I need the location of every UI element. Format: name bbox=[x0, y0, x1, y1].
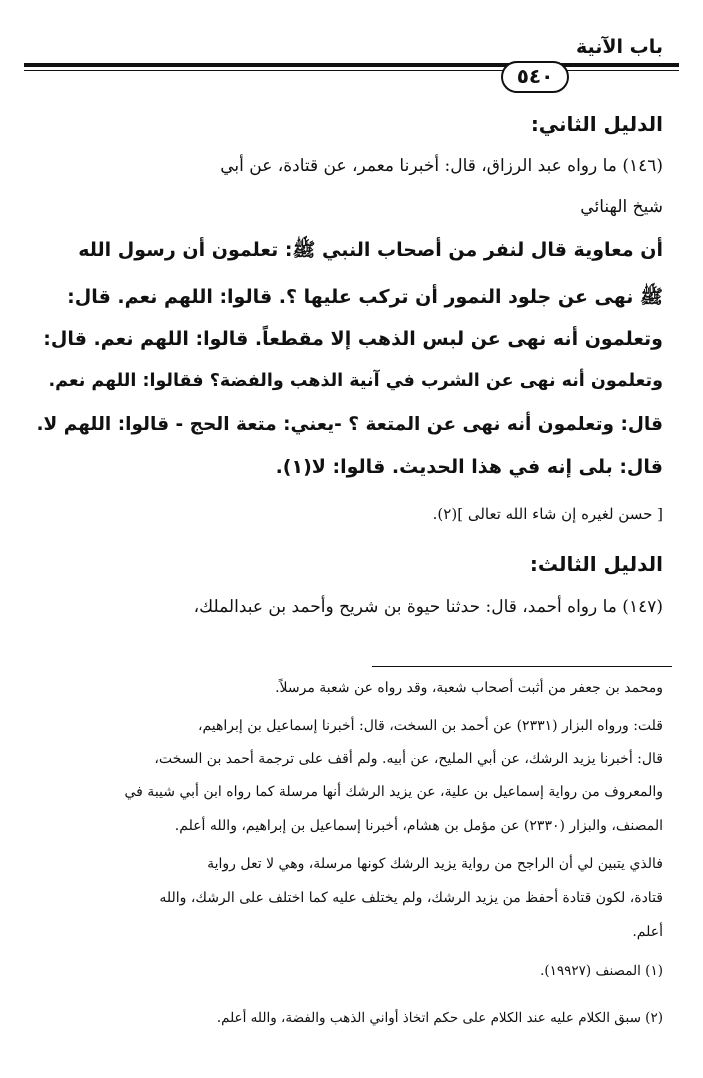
footnote-2: (٢) سبق الكلام عليه عند الكلام على حكم اتخاذ أواني الذهب والفضة، والله أعلم. bbox=[216, 1010, 663, 1026]
matn-line: ﷺ نهى عن جلود النمور أن تركب عليها ؟. قالوا: اللهم نعم. قال: bbox=[67, 286, 663, 308]
footnote-line: قتادة، لكون قتادة أحفظ من يزيد الرشك، ولم يختلف عليه كما اختلف على الرشك، والله bbox=[159, 890, 663, 906]
hadith-146-line-2: شيخ الهنائي bbox=[580, 197, 663, 217]
hadith-146-line-1: (١٤٦) ما رواه عبد الرزاق، قال: أخبرنا معمر، عن قتادة، عن أبي bbox=[220, 156, 663, 176]
footnote-line: المصنف، والبزار (٢٣٣٠) عن مؤمل بن هشام، أخبرنا إسماعيل بن إبراهيم، والله أعلم. bbox=[174, 818, 663, 834]
footnote-line: قلت: ورواه البزار (٢٣٣١) عن أحمد بن السخت، قال: أخبرنا إسماعيل بن إبراهيم، bbox=[197, 718, 663, 734]
footnote-line: قال: أخبرنا يزيد الرشك، عن أبي المليح، عن أبيه. ولم أقف على ترجمة أحمد بن السخت، bbox=[154, 751, 663, 767]
header-rule-thin bbox=[24, 70, 679, 71]
footnote-line: فالذي يتبين لي أن الراجح من رواية يزيد الرشك كونها مرسلة، وهي لا تعل رواية bbox=[207, 856, 663, 872]
matn-line: قال: وتعلمون أنه نهى عن المتعة ؟ -يعني: متعة الحج - قالوا: اللهم لا. bbox=[36, 414, 663, 435]
footnote-1: (١) المصنف (١٩٩٢٧). bbox=[540, 963, 663, 979]
page-number: ٥٤٠ bbox=[501, 61, 569, 93]
footnote-line: ومحمد بن جعفر من أثبت أصحاب شعبة، وقد رواه عن شعبة مرسلاً. bbox=[275, 680, 663, 696]
section-heading-second-evidence: الدليل الثاني: bbox=[530, 112, 663, 136]
matn-line: وتعلمون أنه نهى عن الشرب في آنية الذهب والفضة؟ فقالوا: اللهم نعم. bbox=[48, 371, 663, 391]
header-rule bbox=[24, 63, 679, 67]
hadith-147-line-1: (١٤٧) ما رواه أحمد، قال: حدثنا حيوة بن شريح وأحمد بن عبدالملك، bbox=[193, 597, 663, 617]
footnote-line: أعلم. bbox=[632, 924, 663, 940]
matn-line: قال: بلى إنه في هذا الحديث. قالوا: لا(١). bbox=[275, 456, 663, 478]
footnote-separator bbox=[372, 666, 672, 667]
matn-line: أن معاوية قال لنفر من أصحاب النبي ﷺ: تعلمون أن رسول الله bbox=[78, 239, 663, 261]
section-heading-third-evidence: الدليل الثالث: bbox=[529, 552, 663, 576]
footnote-line: والمعروف من رواية إسماعيل بن علية، عن يزيد الرشك أنها مرسلة كما رواه ابن أبي شيبة في bbox=[124, 784, 663, 800]
matn-line: وتعلمون أنه نهى عن لبس الذهب إلا مقطعاً. قالوا: اللهم نعم. قال: bbox=[43, 328, 663, 350]
hadith-grade: [ حسن لغيره إن شاء الله تعالى ](٢). bbox=[432, 505, 663, 523]
chapter-title: باب الآنية bbox=[575, 36, 663, 58]
